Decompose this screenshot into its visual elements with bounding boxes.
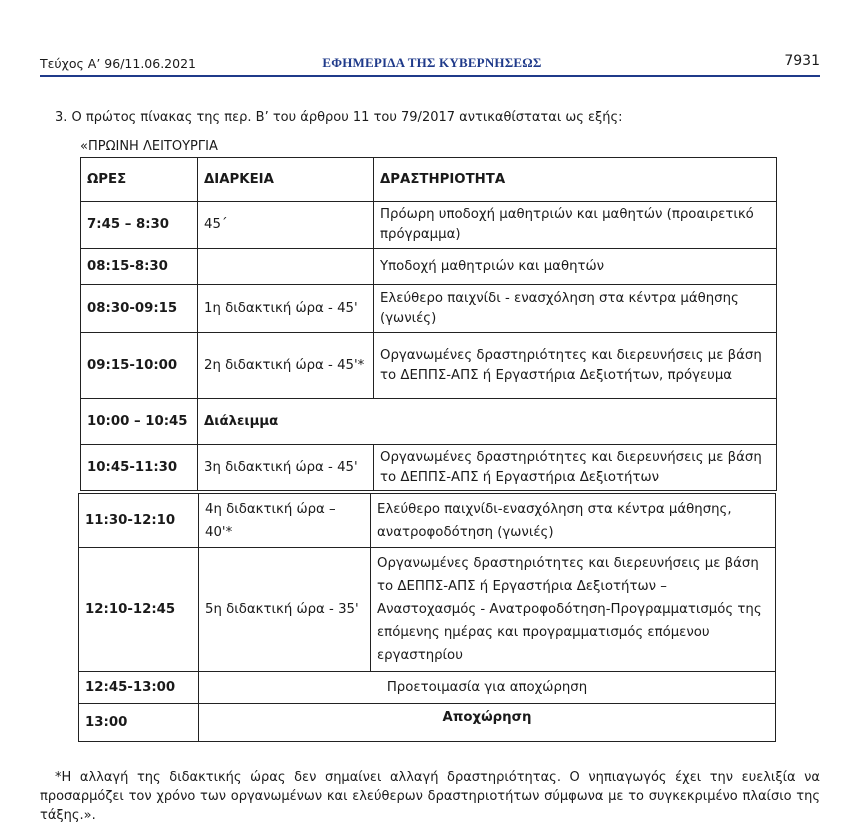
row-duration: 4η διδακτική ώρα – 40'* [199,494,371,548]
table-row [79,704,776,742]
table-row [79,494,776,548]
row-time: 11:30-12:10 [79,494,199,548]
header-duration: ΔΙΑΡΚΕΙΑ [198,158,374,202]
table-row [81,202,777,249]
row-activity: Οργανωμένες δραστηριότητες και διερευνήσεις με βάση το ΔΕΠΠΣ-ΑΠΣ ή Εργαστήρια Δεξιοτήτων, πρόγευμα [374,333,777,399]
table-row [79,672,776,704]
row-duration [198,249,374,285]
row-merged-activity: Προετοιμασία για αποχώρηση [199,672,776,704]
journal-title: ΕΦΗΜΕΡΙΔΑ ΤΗΣ ΚΥΒΕΡΝΗΣΕΩΣ [322,55,542,70]
row-time: 09:15-10:00 [81,333,198,399]
table-row-break [81,399,777,445]
table-row [81,445,777,491]
table-row [81,285,777,333]
table-row [81,333,777,399]
table-row [79,548,776,672]
row-time: 7:45 – 8:30 [81,202,198,249]
row-time: 10:00 – 10:45 [81,399,198,445]
table-header-row [81,158,777,202]
row-activity: Ελεύθερο παιχνίδι - ενασχόληση στα κέντρα μάθησης (γωνιές) [374,285,777,333]
row-time: 12:45-13:00 [79,672,199,704]
row-duration: 45΄ [198,202,374,249]
row-time: 13:00 [79,704,199,742]
break-label: Διάλειμμα [198,399,777,445]
row-duration: 1η διδακτική ώρα - 45' [198,285,374,333]
page-number: 7931 [784,53,820,69]
row-duration: 3η διδακτική ώρα - 45' [198,445,374,491]
schedule-table-part-1 [80,157,777,491]
row-time: 10:45-11:30 [81,445,198,491]
row-time: 08:30-09:15 [81,285,198,333]
row-activity: Υποδοχή μαθητριών και μαθητών [374,249,777,285]
row-duration: 2η διδακτική ώρα - 45'* [198,333,374,399]
row-duration: 5η διδακτική ώρα - 35' [199,548,371,672]
table-row [81,249,777,285]
row-activity: Πρόωρη υποδοχή μαθητριών και μαθητών (προαιρετικό πρόγραμμα) [374,202,777,249]
row-time: 08:15-8:30 [81,249,198,285]
header-rule [40,75,820,77]
table-title: «ΠΡΩΙΝΗ ΛΕΙΤΟΥΡΓΙΑ [80,139,218,154]
header-activity: ΔΡΑΣΤΗΡΙΟΤΗΤΑ [374,158,777,202]
schedule-table-part-2 [78,493,776,742]
issue-label: Τεύχος Α’ 96/11.06.2021 [40,56,196,71]
footnote: *Η αλλαγή της διδακτικής ώρας δεν σημαίνει αλλαγή δραστηριότητας. Ο νηπιαγωγός έχει την ευελιξία να προσαρμόζει τον χρόνο των οργανωμένων και ελεύθερων δραστηριοτήτων σύμφωνα με το συγκεκριμένο πλαίσιο της τάξης.». [40,770,820,823]
header-hours: ΩΡΕΣ [81,158,198,202]
row-activity: Οργανωμένες δραστηριότητες και διερευνήσεις με βάση το ΔΕΠΠΣ-ΑΠΣ ή Εργαστήρια Δεξιοτήτων – Αναστοχασμός - Ανατροφοδότηση-Προγραμματισμός της επόμενης ημέρας και προγραμματισμός επόμενου εργαστηρίου [371,548,776,672]
row-time: 12:10-12:45 [79,548,199,672]
intro-paragraph: 3. Ο πρώτος πίνακας της περ. Β’ του άρθρου 11 του 79/2017 αντικαθίσταται ως εξής: [55,110,623,125]
row-merged-activity: Αποχώρηση [199,704,776,742]
row-activity: Ελεύθερο παιχνίδι-ενασχόληση στα κέντρα μάθησης, ανατροφοδότηση (γωνιές) [371,494,776,548]
row-activity: Οργανωμένες δραστηριότητες και διερευνήσεις με βάση το ΔΕΠΠΣ-ΑΠΣ ή Εργαστήρια Δεξιοτήτων [374,445,777,491]
